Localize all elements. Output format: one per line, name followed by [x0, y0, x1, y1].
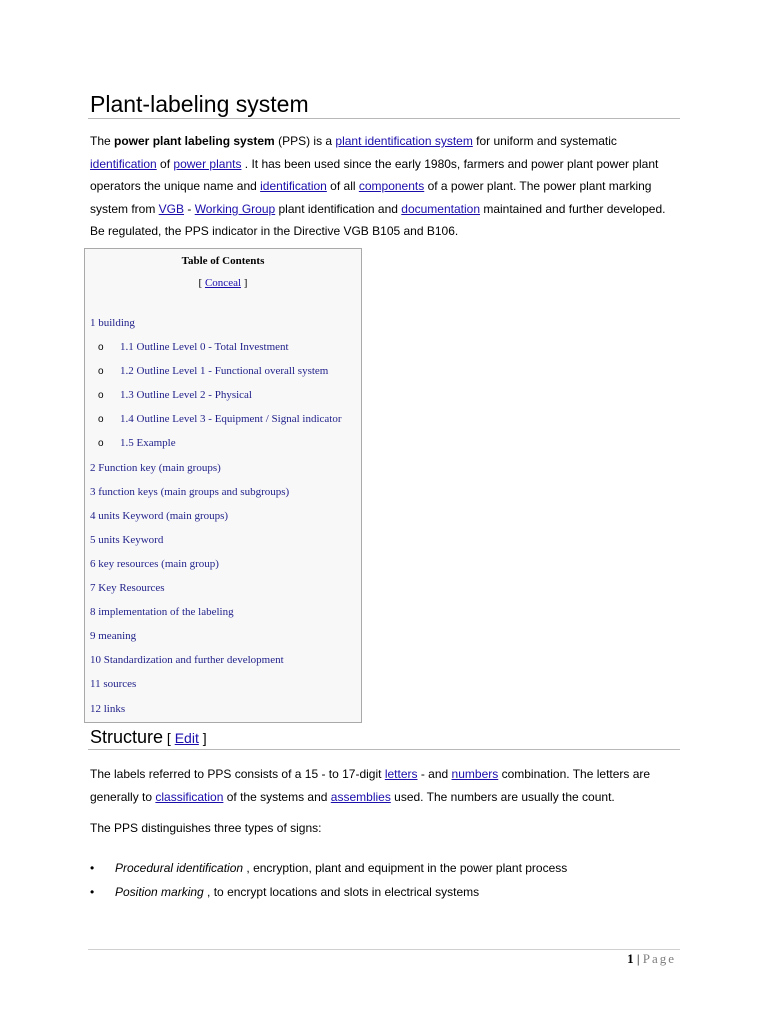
page-number-footer — [627, 951, 676, 967]
bracket-open: [ — [163, 730, 175, 746]
link-components[interactable]: components — [358, 179, 425, 193]
toc-item[interactable] — [85, 672, 361, 696]
toc-bullet: o — [98, 438, 104, 450]
toc-item-label: 9 meaning — [90, 630, 137, 643]
intro-bold-term: power plant labeling system — [114, 134, 275, 148]
intro-text: . It has been used since the early 1980s, farmers and power plant power plant operators the unique name and — [90, 156, 659, 193]
toc-item-label: 12 links — [90, 702, 126, 715]
toc-item[interactable] — [85, 480, 361, 504]
sign-type-name: Position marking — [115, 885, 204, 899]
toc-item[interactable] — [85, 311, 361, 335]
intro-text: of all — [326, 179, 359, 193]
toc-bullet: o — [98, 342, 104, 354]
toc-item-label: 1 building — [90, 317, 135, 329]
sign-type-description: , encryption, plant and equipment in the power plant process — [243, 861, 568, 875]
toc-item-label: 6 key resources (main group) — [90, 557, 219, 570]
toc-item[interactable] — [85, 383, 361, 407]
toc-item-label: 4 units Keyword (main groups) — [90, 509, 229, 522]
toc-item-label: 1.5 Example — [120, 437, 176, 450]
toc-item[interactable] — [85, 335, 361, 359]
toc-item-label: 1.3 Outline Level 2 - Physical — [120, 389, 252, 402]
page-separator: | — [633, 951, 643, 966]
toc-item[interactable] — [85, 697, 361, 721]
intro-text: of a power plant. The power plant marking system from — [90, 179, 652, 216]
toc-item-label: 10 Standardization and further development — [90, 654, 284, 667]
toc-item[interactable] — [85, 648, 361, 672]
toc-item[interactable] — [85, 359, 361, 383]
page-number: 1 — [627, 951, 634, 966]
footer-divider — [88, 949, 680, 950]
para-text: - and — [417, 767, 452, 781]
intro-text: plant identification and — [275, 201, 402, 216]
para-text: of the systems and — [223, 790, 331, 804]
section-heading-text: Structure — [90, 727, 164, 747]
bullet-icon: • — [90, 861, 95, 875]
toc-item-label: 8 implementation of the labeling — [90, 606, 234, 619]
toc-item[interactable] — [85, 528, 361, 552]
toc-item-label: 2 Function key (main groups) — [90, 461, 221, 474]
list-item — [90, 856, 680, 880]
intro-text: for uniform and systematic — [472, 134, 617, 148]
toc-item-label: 3 function keys (main groups and subgroups) — [90, 485, 290, 498]
toc-item-label: 1.1 Outline Level 0 - Total Investment — [120, 341, 289, 354]
toc-conceal-link[interactable]: Conceal — [204, 277, 242, 289]
edit-control — [163, 730, 207, 746]
page-word: Page — [642, 951, 676, 966]
signs-intro-paragraph: The PPS distinguishes three types of signs: — [90, 821, 322, 835]
link-numbers[interactable]: numbers — [451, 767, 499, 781]
toc-title: Table of Contents — [181, 255, 265, 267]
link-documentation[interactable]: documentation — [401, 201, 480, 216]
title-underline — [88, 118, 680, 119]
page-title: Plant-labeling system — [90, 91, 309, 117]
link-letters[interactable]: letters — [384, 767, 418, 781]
toc-item-label: 11 sources — [90, 678, 137, 691]
link-vgb[interactable]: VGB — [158, 201, 185, 216]
toc-item[interactable] — [85, 456, 361, 480]
toc-item[interactable] — [85, 504, 361, 528]
toc-item-label: 1.2 Outline Level 1 - Functional overall system — [120, 365, 329, 378]
toc-list — [85, 311, 361, 721]
link-assemblies[interactable]: assemblies — [330, 790, 391, 804]
toc-item-label: 5 units Keyword — [90, 533, 164, 546]
toc-bullet: o — [98, 366, 104, 378]
link-identification-2[interactable]: identification — [260, 179, 327, 193]
intro-text: maintained and further developed. Be regulated, the PPS indicator in the Directive VGB B105 and B106. — [90, 201, 666, 238]
bracket-close: ] — [241, 277, 248, 289]
bracket-close: ] — [198, 730, 207, 746]
toc-item[interactable] — [85, 576, 361, 600]
intro-text: - — [184, 201, 195, 216]
toc-conceal-control — [85, 277, 361, 289]
toc-item[interactable] — [85, 600, 361, 624]
link-classification[interactable]: classification — [155, 790, 224, 804]
structure-paragraph — [90, 763, 680, 809]
list-item — [90, 880, 680, 904]
signs-list — [90, 856, 680, 904]
link-power-plants[interactable]: power plants — [173, 156, 242, 171]
intro-paragraph — [90, 130, 680, 243]
toc-item[interactable] — [85, 431, 361, 455]
toc-item[interactable] — [85, 552, 361, 576]
section-heading-structure — [90, 726, 207, 749]
section-underline — [88, 749, 680, 750]
table-of-contents — [84, 248, 362, 723]
intro-text: The — [90, 134, 115, 148]
sign-type-description: , to encrypt locations and slots in electrical systems — [203, 885, 480, 899]
para-text: The labels referred to PPS consists of a 15 - to 17-digit — [90, 767, 385, 781]
toc-bullet: o — [98, 414, 104, 426]
para-text: combination. The letters are generally to — [90, 767, 651, 804]
bracket-open: [ — [198, 277, 205, 289]
link-working-group[interactable]: Working Group — [194, 201, 276, 216]
toc-bullet: o — [98, 390, 104, 402]
edit-link[interactable]: Edit — [174, 730, 199, 746]
toc-item-label: 1.4 Outline Level 3 - Equipment / Signal indicator — [120, 413, 342, 426]
para-text: used. The numbers are usually the count. — [390, 790, 615, 804]
toc-item[interactable] — [85, 407, 361, 431]
sign-type-name: Procedural identification — [115, 861, 244, 875]
link-plant-identification-system[interactable]: plant identification system — [335, 134, 473, 148]
intro-text: (PPS) is a — [274, 134, 336, 148]
link-identification[interactable]: identification — [90, 156, 157, 171]
bullet-icon: • — [90, 885, 95, 899]
intro-text: of — [156, 156, 174, 171]
toc-item[interactable] — [85, 624, 361, 648]
toc-item-label: 7 Key Resources — [90, 582, 165, 595]
